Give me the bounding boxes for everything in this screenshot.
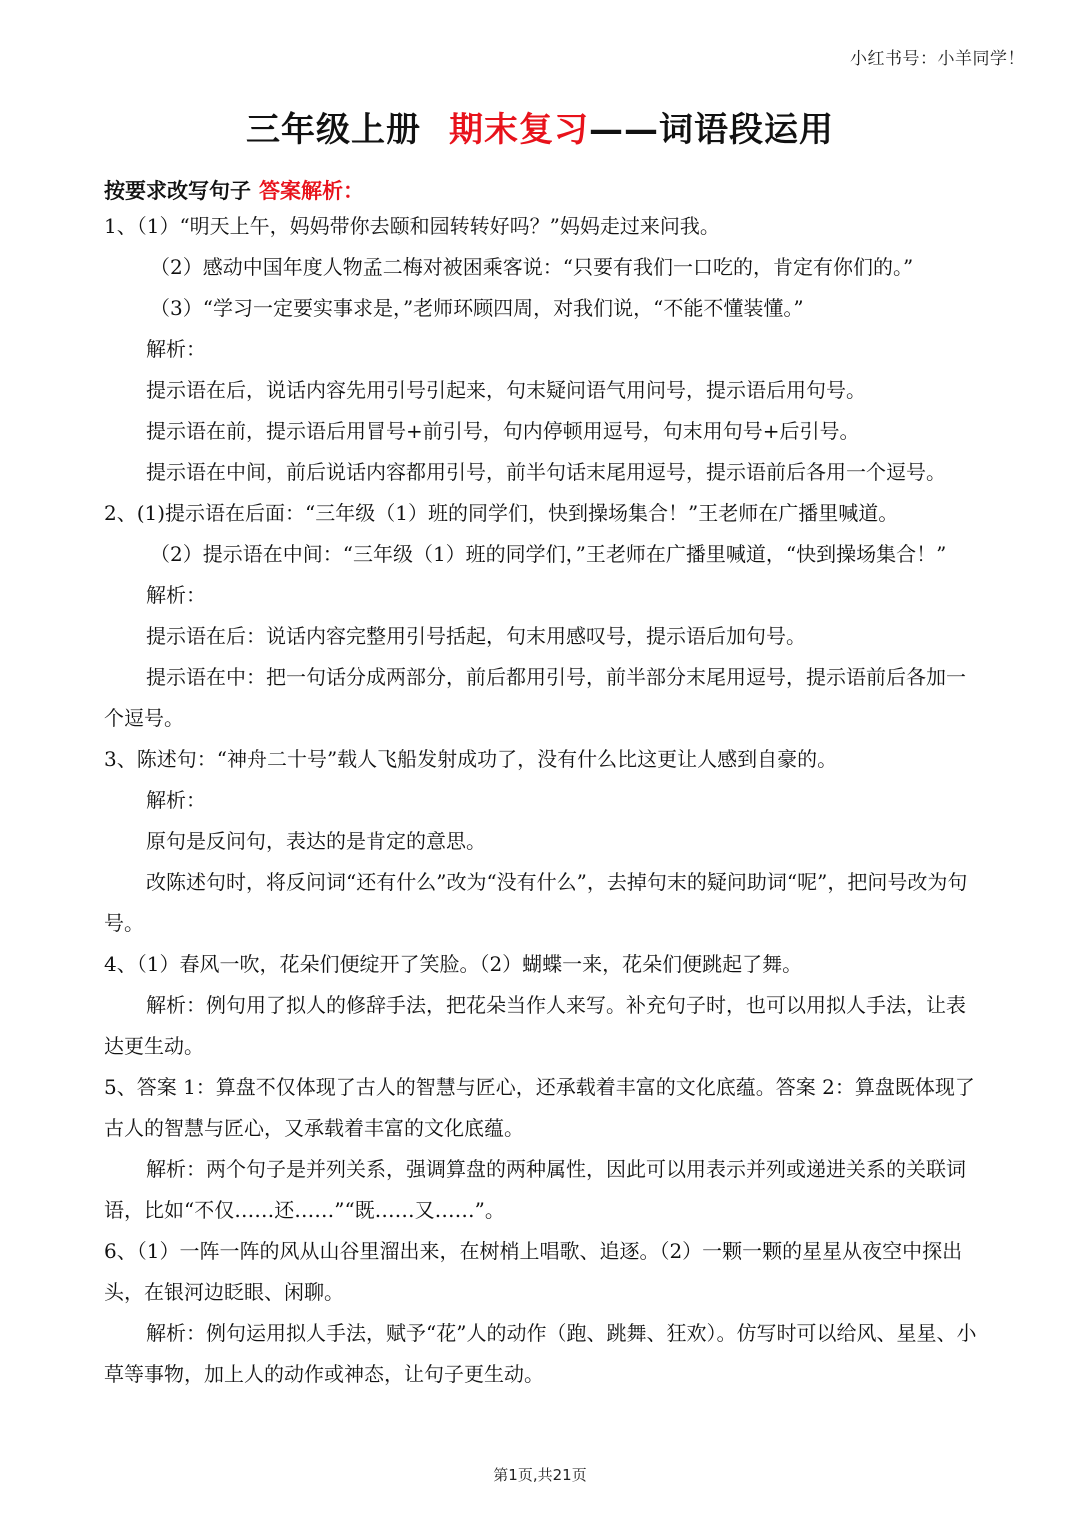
- q3-analysis-2: 改陈述句时，将反问词“还有什么”改为“没有什么”，去掉句末的疑问助词“呢”，把问号改为句号。: [104, 870, 968, 935]
- q5-answer: 5、答案 1：算盘不仅体现了古人的智慧与匠心，还承载着丰富的文化底蕴。答案 2：算盘既体现了古人的智慧与匠心，又承载着丰富的文化底蕴。: [104, 1075, 975, 1140]
- q6-analysis: 解析：例句运用拟人手法，赋予“花”人的动作（跑、跳舞、狂欢）。仿写时可以给风、星星、小草等事物，加上人的动作或神态，让句子更生动。: [104, 1321, 977, 1386]
- q1-answer-2: （2）感动中国年度人物孟二梅对被困乘客说：“只要有我们一口吃的，肯定有你们的。”: [150, 255, 914, 279]
- q3-analysis-label: 解析：: [146, 788, 206, 812]
- q1-analysis-3: 提示语在中间，前后说话内容都用引号，前半句话末尾用逗号，提示语前后各用一个逗号。: [146, 460, 946, 484]
- answer-content: [104, 206, 982, 1395]
- q4-answer: 4、（1）春风一吹，花朵们便绽开了笑脸。（2）蝴蝶一来，花朵们便跳起了舞。: [104, 952, 803, 976]
- section-heading: [104, 175, 364, 205]
- q2-analysis-2: 提示语在中：把一句话分成两部分，前后都用引号，前半部分末尾用逗号，提示语前后各加一个逗号。: [104, 665, 966, 730]
- q5-analysis: 解析：两个句子是并列关系，强调算盘的两种属性，因此可以用表示并列或递进关系的关联词语，比如“不仅……还……”“既……又……”。: [104, 1157, 966, 1222]
- q2-analysis-1: 提示语在后：说话内容完整用引号括起，句末用感叹号，提示语后加句号。: [146, 624, 806, 648]
- section-label: 按要求改写句子: [104, 179, 251, 203]
- q3-analysis-1: 原句是反问句，表达的是肯定的意思。: [146, 829, 486, 853]
- page-title: [0, 102, 1080, 151]
- q1-analysis-2: 提示语在前，提示语后用冒号+前引号，句内停顿用逗号，句末用句号+后引号。: [146, 419, 860, 443]
- q4-analysis: 解析：例句用了拟人的修辞手法，把花朵当作人来写。补充句子时，也可以用拟人手法，让表达更生动。: [104, 993, 966, 1058]
- q2-answer-1: 2、(1)提示语在后面：“三年级（1）班的同学们，快到操场集合！”王老师在广播里喊道。: [104, 501, 899, 525]
- title-review: 期末复习: [449, 110, 589, 150]
- q6-answer: 6、（1）一阵一阵的风从山谷里溜出来，在树梢上唱歌、追逐。（2）一颗一颗的星星从夜空中探出头，在银河边眨眼、闲聊。: [104, 1239, 963, 1304]
- q1-analysis-1: 提示语在后，说话内容先用引号引起来，句末疑问语气用问号，提示语后用句号。: [146, 378, 866, 402]
- title-topic: ——词语段运用: [589, 110, 834, 150]
- q3-answer: 3、陈述句：“神舟二十号”载人飞船发射成功了，没有什么比这更让人感到自豪的。: [104, 747, 838, 771]
- page-number: 第1页,共21页: [493, 1466, 587, 1484]
- q1-answer-1: 1、（1）“明天上午，妈妈带你去颐和园转转好吗？”妈妈走过来问我。: [104, 214, 720, 238]
- answer-label: 答案解析：: [259, 179, 364, 203]
- q2-analysis-label: 解析：: [146, 583, 206, 607]
- q1-analysis-label: 解析：: [146, 337, 206, 361]
- q2-answer-2: （2）提示语在中间：“三年级（1）班的同学们，”王老师在广播里喊道，“快到操场集合！”: [150, 542, 947, 566]
- watermark-text: 小红书号：小羊同学！: [850, 49, 1025, 69]
- title-grade: 三年级上册: [246, 110, 421, 150]
- q1-answer-3: （3）“学习一定要实事求是，”老师环顾四周，对我们说，“不能不懂装懂。”: [150, 296, 804, 320]
